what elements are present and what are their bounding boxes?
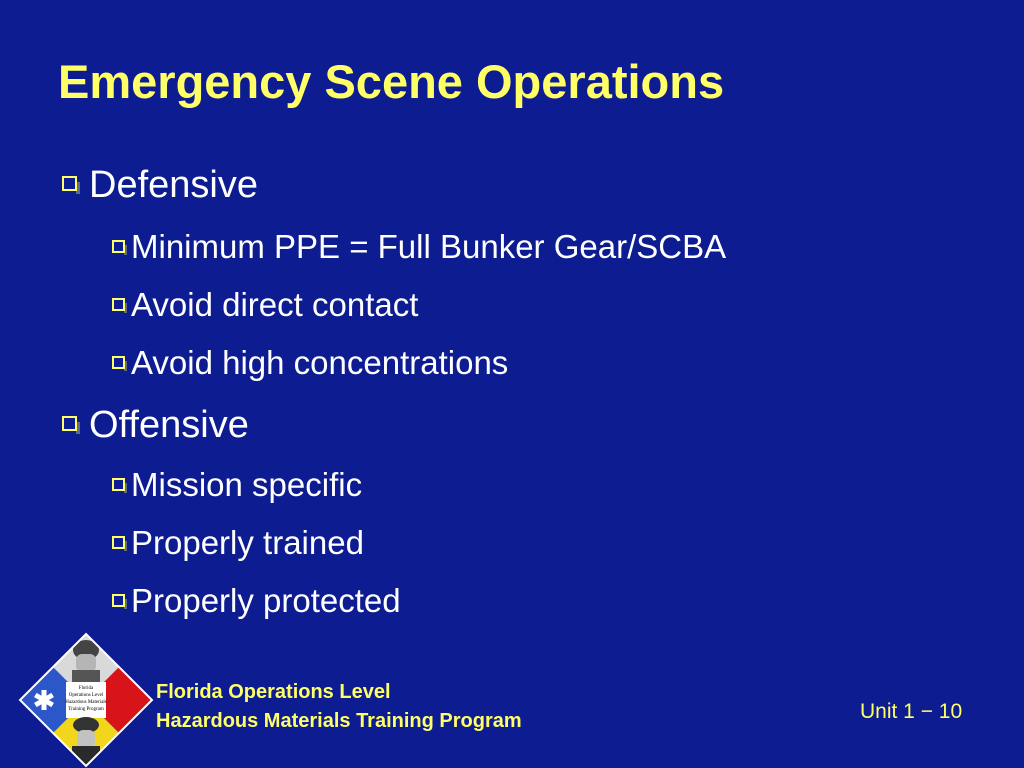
footer-program-name <box>156 678 522 736</box>
bullet-item-level2 <box>112 346 508 379</box>
logo-text-4: Training Program <box>68 707 104 712</box>
footer-line-2: Hazardous Materials Training Program <box>156 710 522 732</box>
bullet-text: Properly trained <box>131 524 364 561</box>
slide-title: Emergency Scene Operations <box>58 55 725 108</box>
bullet-item-level2 <box>112 230 726 263</box>
square-bullet-icon <box>112 298 125 311</box>
square-bullet-icon <box>112 478 125 491</box>
bullet-text: Avoid direct contact <box>131 286 419 323</box>
bullet-text: Offensive <box>89 404 249 446</box>
square-bullet-icon <box>112 356 125 369</box>
square-bullet-icon <box>112 240 125 253</box>
bullet-item-level1 <box>62 166 258 204</box>
hazmat-diamond-logo-icon <box>18 632 154 768</box>
logo-text-3: Hazardous Materials <box>65 700 107 705</box>
bullet-text: Avoid high concentrations <box>131 344 509 381</box>
footer-line-1: Florida Operations Level <box>156 681 391 703</box>
bullet-text: Minimum PPE = Full Bunker Gear/SCBA <box>131 228 727 265</box>
logo-text-2: Operations Level <box>68 693 104 698</box>
square-bullet-icon <box>112 594 125 607</box>
square-bullet-icon <box>112 536 125 549</box>
bullet-item-level1 <box>62 406 249 444</box>
bullet-text: Properly protected <box>131 582 401 619</box>
bullet-text: Defensive <box>89 164 258 206</box>
bullet-item-level2 <box>112 288 418 321</box>
bullet-item-level2 <box>112 468 362 501</box>
square-bullet-icon <box>62 176 77 191</box>
square-bullet-icon <box>62 416 77 431</box>
logo-text-1: Florida <box>78 686 94 691</box>
bullet-item-level2 <box>112 584 401 617</box>
slide-number: Unit 1 − 10 <box>860 700 963 723</box>
bullet-text: Mission specific <box>131 466 363 503</box>
bullet-item-level2 <box>112 526 364 559</box>
